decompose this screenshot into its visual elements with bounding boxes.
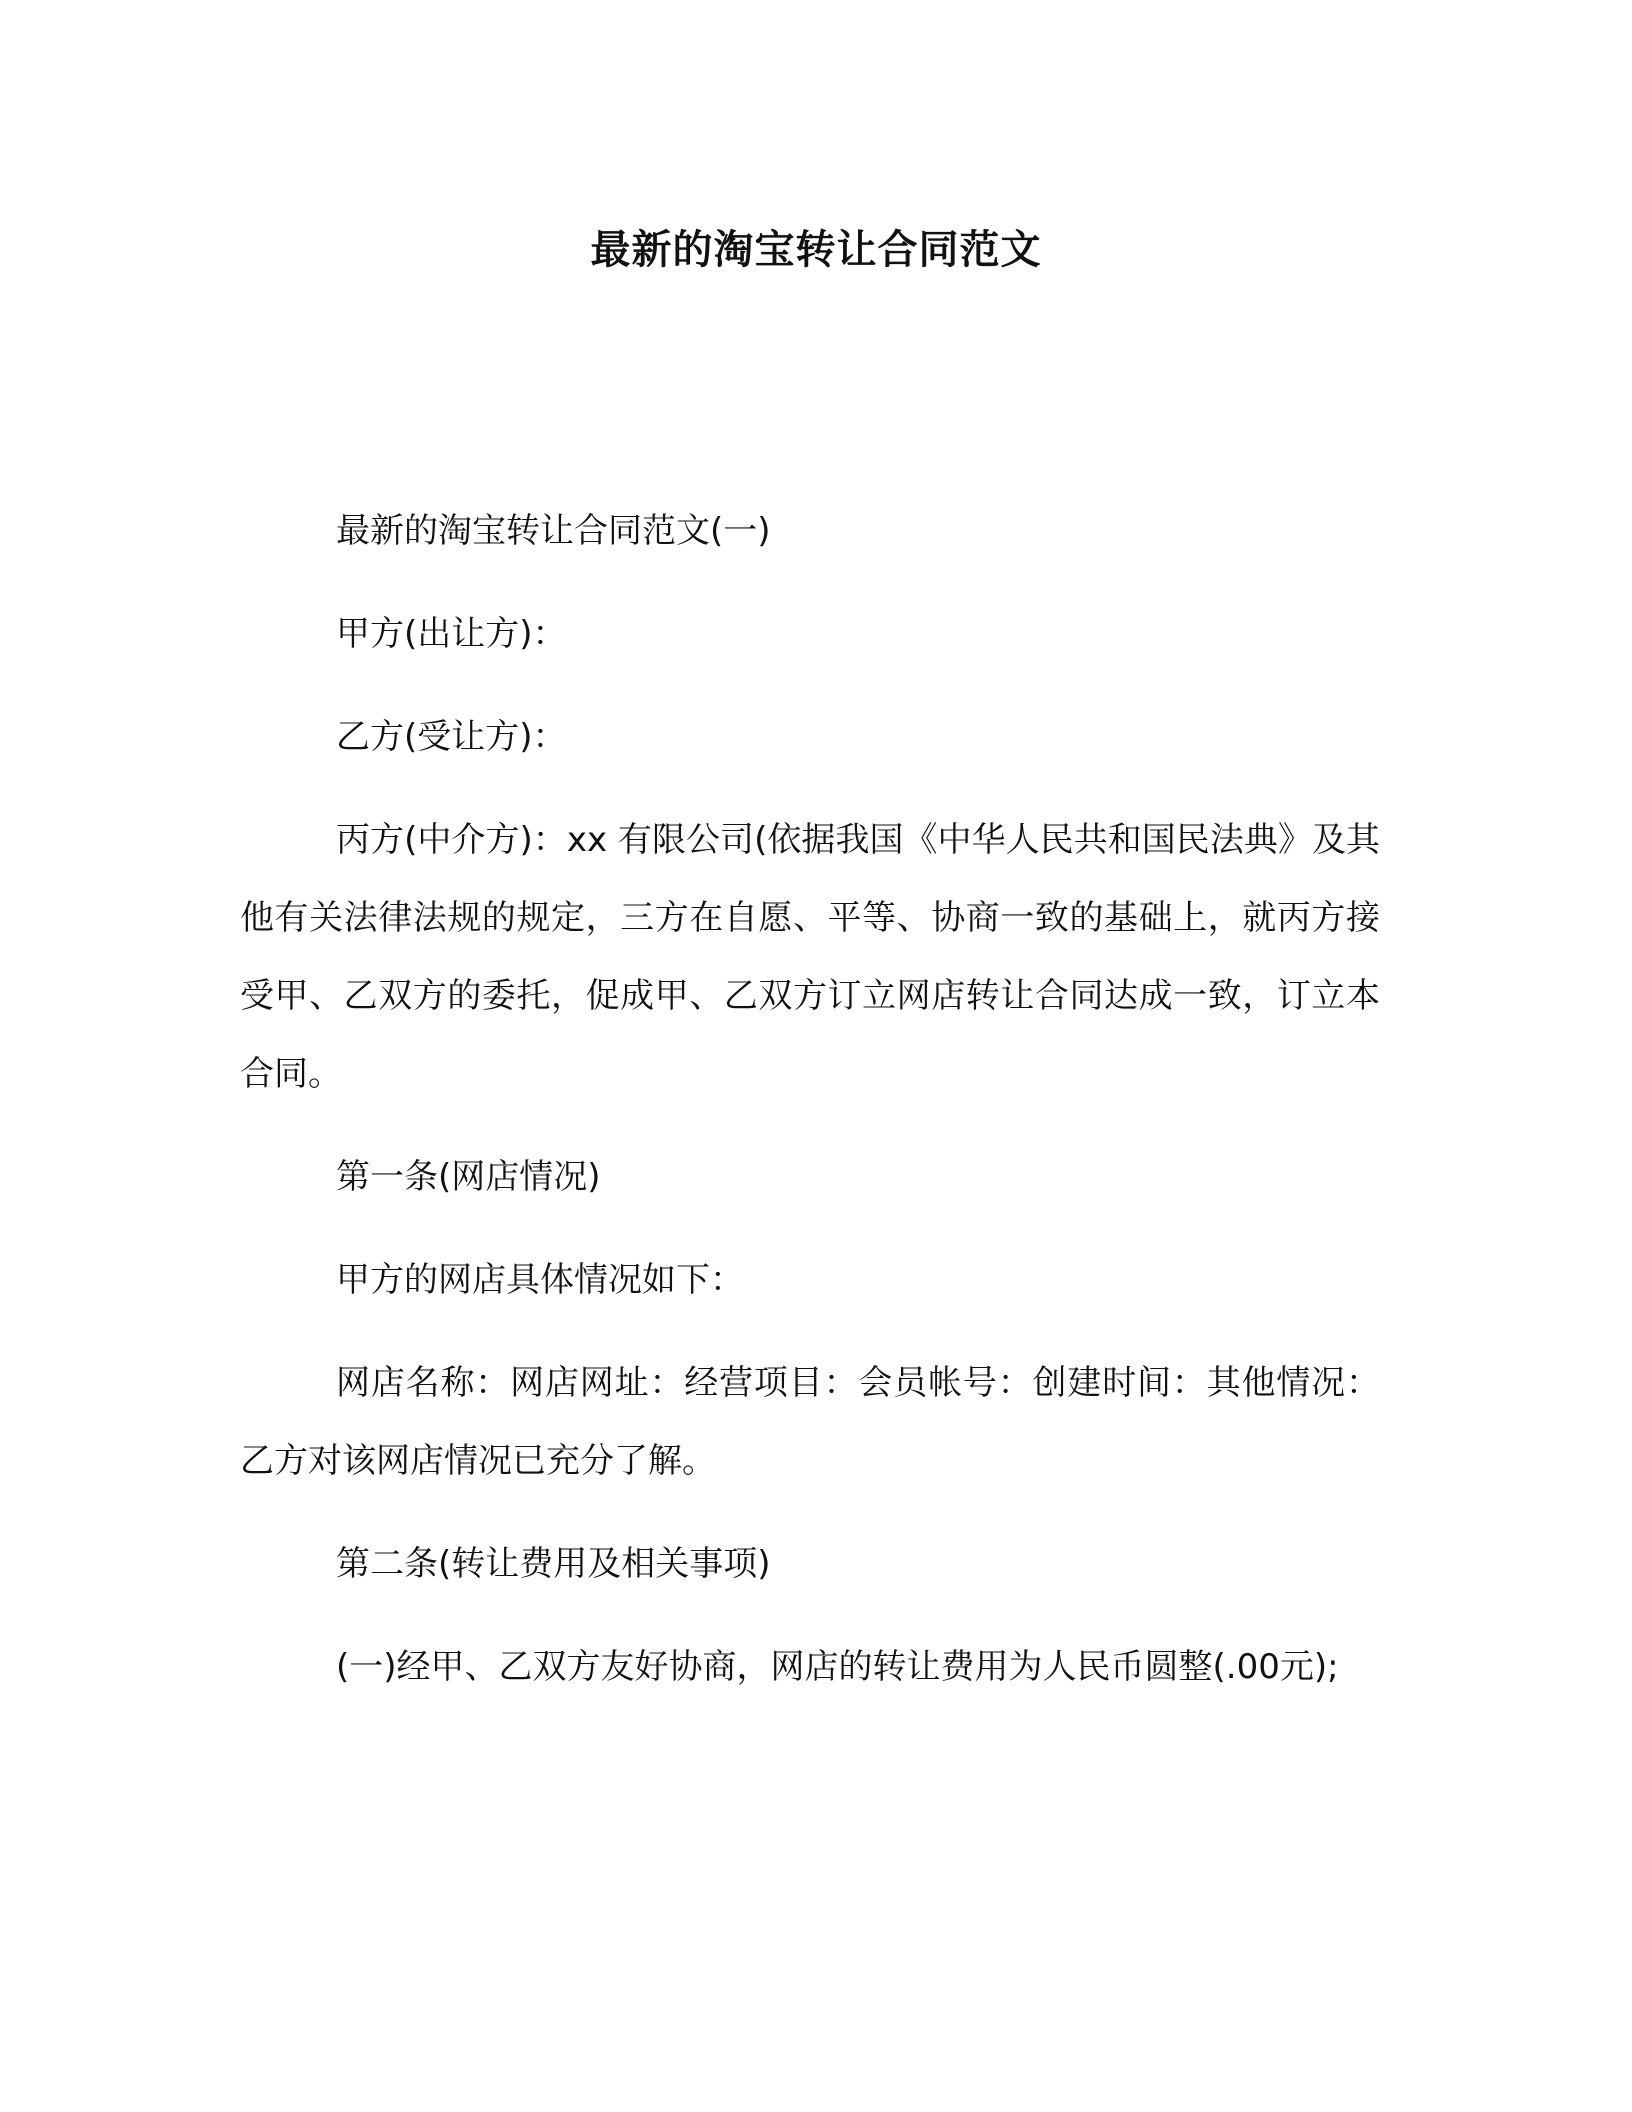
paragraph-shop-details: 网店名称：网店网址：经营项目：会员帐号：创建时间：其他情况：乙方对该网店情况已充分了解。: [240, 1363, 1380, 1481]
paragraph-party-a: 甲方(出让方)：: [336, 614, 567, 654]
paragraph-transfer-fee: (一)经甲、乙双方友好协商，网店的转让费用为人民币圆整(.00元);: [336, 1647, 1339, 1687]
document-body: [240, 492, 1380, 1731]
paragraph-shop-intro: 甲方的网店具体情况如下：: [336, 1260, 744, 1300]
paragraph-article-2-heading: 第二条(转让费用及相关事项): [336, 1544, 771, 1584]
paragraph-article-1-heading: 第一条(网店情况): [336, 1157, 601, 1197]
paragraph-party-c: 丙方(中介方)：xx 有限公司(依据我国《中华人民共和国民法典》及其他有关法律法规的规定，三方在自愿、平等、协商一致的基础上，就丙方接受甲、乙双方的委托，促成甲、乙双方订立网店转让合同达成一致，订立本合同。: [240, 820, 1380, 1094]
paragraph-contract-heading: 最新的淘宝转让合同范文(一): [336, 511, 771, 551]
paragraph-party-b: 乙方(受让方)：: [336, 717, 567, 757]
document-title: 最新的淘宝转让合同范文: [590, 227, 1042, 273]
